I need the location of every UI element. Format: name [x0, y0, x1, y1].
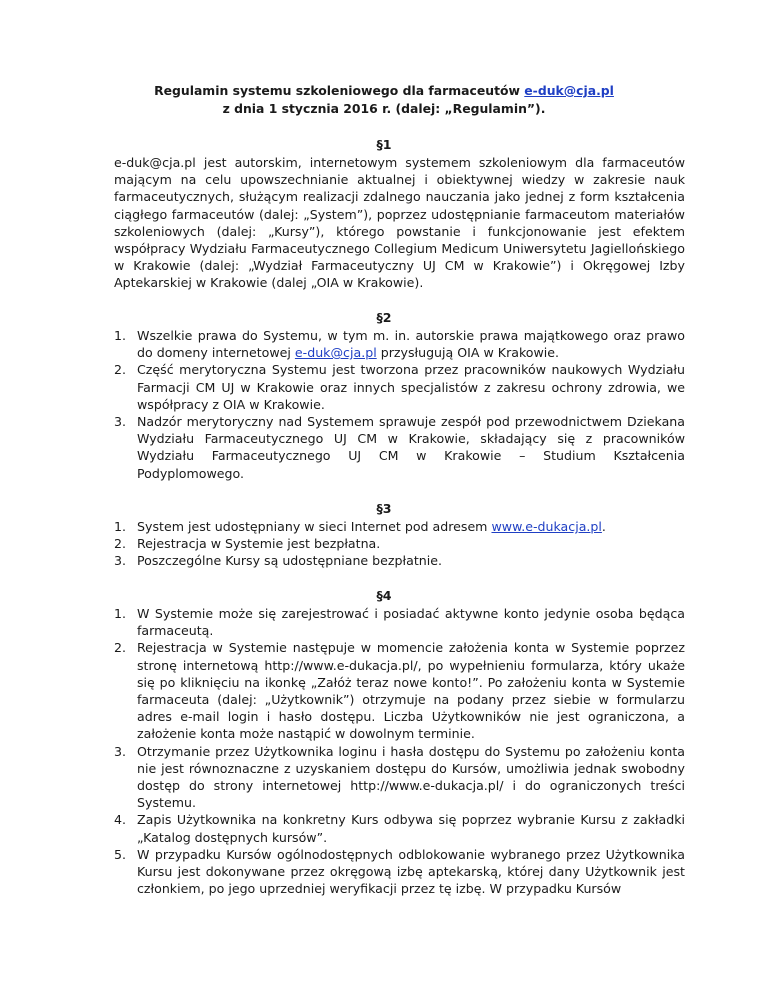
section-4-list [114, 605, 685, 897]
item-number: 2. [114, 536, 127, 552]
item-number: 1. [114, 328, 127, 343]
item-text: Część merytoryczna Systemu jest tworzona przez pracowników naukowych Wydziału Farmacji CM UJ w Krakowie oraz innych specjalistów z zakresu ochrony zdrowia, we współpracy z OIA w Krakowie. [137, 362, 685, 412]
document-title [0, 82, 768, 118]
list-item [114, 518, 685, 535]
item-number: 1. [114, 519, 127, 534]
item-text: Rejestracja w Systemie następuje w momencie założenia konta w Systemie poprzez stronę internetową http://www.e-dukacja.pl/, po wypełnieniu formularza, który ukaże się po kliknięciu na ikonkę „Załóż teraz nowe konto!”. Po założeniu konta w Systemie farmaceuta (dalej: „Użytkownik”) otrzymuje na podany przez siebie w formularzu adres e-mail login i hasło dostępu. Liczba Użytkowników nie jest ograniczona, a założenie konta może nastąpić w dowolnym terminie. [137, 640, 685, 742]
website-link[interactable]: www.e-dukacja.pl [491, 519, 602, 534]
domain-link[interactable]: e-duk@cja.pl [294, 345, 377, 361]
list-item [114, 811, 685, 845]
item-number: 4. [114, 812, 127, 828]
list-item [114, 639, 685, 742]
section-1-heading: §1 [376, 137, 392, 152]
item-number: 5. [114, 846, 127, 862]
list-item [114, 535, 685, 552]
item-text: W Systemie może się zarejestrować i posiadać aktywne konto jedynie osoba będąca farmaceutą. [137, 606, 685, 639]
item-text: Zapis Użytkownika na konkretny Kurs odbywa się poprzez wybranie Kursu z zakładki „Katalog dostępnych kursów”. [137, 812, 685, 845]
section-2-list [114, 327, 685, 482]
section-3-heading: §3 [376, 501, 392, 516]
item-number: 2. [114, 640, 127, 656]
item-text: Poszczególne Kursy są udostępniane bezpłatnie. [137, 553, 442, 569]
item-number: 3. [114, 743, 127, 759]
list-item [114, 413, 685, 482]
section-3-list [114, 518, 685, 570]
item-text: W przypadku Kursów ogólnodostępnych odblokowanie wybranego przez Użytkownika Kursu jest dokonywane przez okręgową izbę aptekarską, której dany Użytkownik jest członkiem, po jego uprzedniej weryfikacji przez tę izbę. W przypadku Kursów [137, 846, 685, 897]
section-1-text: e-duk@cja.pl jest autorskim, internetowym systemem szkoleniowym dla farmaceutów mającym na celu upowszechnianie aktualnej i obiektywnej wiedzy w zakresie nauk farmaceutycznych, służącym realizacji zdalnego nauczania jako jednej z form kształcenia ciągłego farmaceutów (dalej: „System”), poprzez udostępnianie farmaceutom materiałów szkoleniowych (dalej: „Kursy”), którego powstanie i funkcjonowanie jest efektem współpracy Wydziału Farmaceutycznego Collegium Medicum Uniwersytetu Jagiellońskiego w Krakowie (dalej: „Wydział Farmaceutyczny UJ CM w Krakowie”) i Okręgowej Izby Aptekarskiej w Krakowie (dalej „OIA w Krakowie). [114, 155, 685, 291]
item-text: System jest udostępniany w sieci Internet pod adresem [137, 519, 492, 534]
item-text: Wszelkie prawa do Systemu, w tym m. in. autorskie prawa majątkowego oraz prawo do domeny internetowej [137, 328, 685, 361]
item-number: 3. [114, 414, 127, 430]
item-text: Nadzór merytoryczny nad Systemem sprawuje zespół pod przewodnictwem Dziekana Wydziału Farmaceutycznego UJ CM w Krakowie, składający się z pracowników Wydziału Farmaceutycznego UJ CM w Krakowie – Studium Kształcenia Podyplomowego. [137, 414, 685, 481]
item-text: . [601, 519, 606, 534]
section-2-heading: §2 [376, 310, 392, 325]
item-number: 3. [114, 553, 127, 569]
list-item [114, 361, 685, 413]
item-text: przysługują OIA w Krakowie. [376, 345, 560, 361]
title-email-link[interactable]: e-duk@cja.pl [524, 83, 614, 98]
list-item [114, 552, 685, 569]
list-item [114, 846, 685, 898]
title-line-1 [0, 82, 768, 100]
list-item [114, 743, 685, 812]
title-text: Regulamin systemu szkoleniowego dla farmaceutów [154, 83, 525, 98]
item-text: Rejestracja w Systemie jest bezpłatna. [137, 536, 381, 552]
list-item [114, 327, 685, 361]
title-line-2: z dnia 1 stycznia 2016 r. (dalej: „Regulamin”). [222, 101, 546, 116]
item-number: 1. [114, 606, 127, 621]
list-item [114, 605, 685, 639]
section-4-heading: §4 [376, 588, 392, 603]
item-text: Otrzymanie przez Użytkownika loginu i hasła dostępu do Systemu po założeniu konta nie jest równoznaczne z uzyskaniem dostępu do Kursów, umożliwia jednak swobodny dostęp do strony internetowej http://www.e-dukacja.pl/ i do ograniczonych treści Systemu. [137, 743, 685, 811]
item-number: 2. [114, 362, 127, 378]
